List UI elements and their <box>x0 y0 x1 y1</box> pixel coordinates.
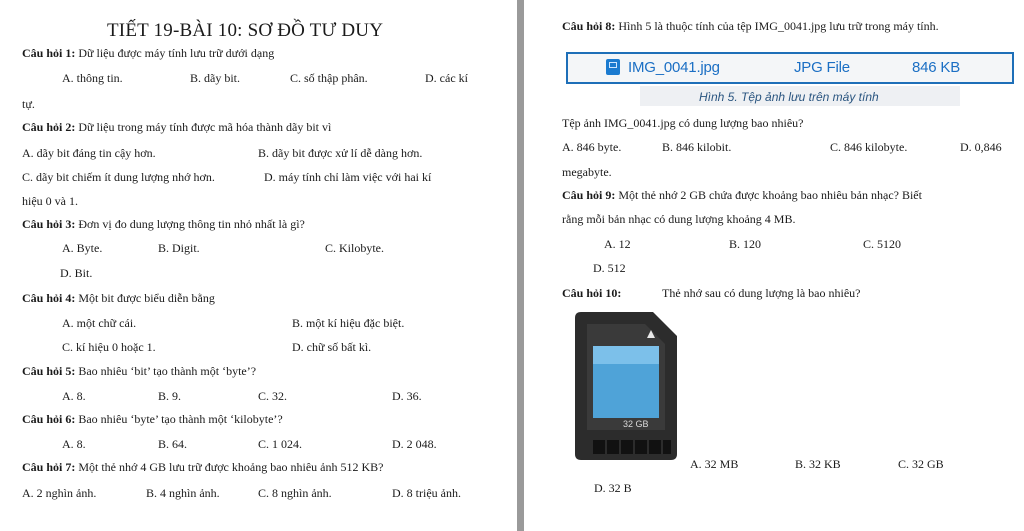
answer-d-cont: tự. <box>22 97 35 111</box>
answer-b: B. 4 nghìn ảnh. <box>146 486 220 500</box>
answer-b: B. Digit. <box>158 241 200 255</box>
answer-d: D. 0,846 <box>960 140 1002 154</box>
question-9-text-cont: rằng mỗi bản nhạc có dung lượng khoảng 4 MB. <box>562 212 796 226</box>
question-text: Một thẻ nhớ 4 GB lưu trữ được khoảng bao nhiêu ảnh 512 KB? <box>75 460 384 474</box>
answer-d: D. máy tính chỉ làm việc với hai kí <box>264 170 432 184</box>
question-5 <box>22 364 256 378</box>
question-10 <box>562 286 621 300</box>
question-label: Câu hỏi 7: <box>22 460 76 474</box>
answer-d-cont: megabyte. <box>562 165 612 179</box>
file-size: 846 KB <box>912 59 961 76</box>
page-divider <box>517 0 524 531</box>
answer-b: B. một kí hiệu đặc biệt. <box>292 316 405 330</box>
answer-a: A. 2 nghìn ảnh. <box>22 486 97 500</box>
question-6 <box>22 412 283 426</box>
answer-d: D. chữ số bất kì. <box>292 340 372 354</box>
answer-d: D. 32 B <box>594 481 632 495</box>
answer-a: A. một chữ cái. <box>62 316 137 330</box>
question-text: Dữ liệu trong máy tính được mã hóa thành dãy bit vì <box>75 120 332 134</box>
question-9 <box>562 188 922 202</box>
answer-c: C. 8 nghìn ảnh. <box>258 486 332 500</box>
page-title: TIẾT 19-BÀI 10: SƠ ĐỒ TƯ DUY <box>107 20 384 41</box>
answer-b: B. 120 <box>729 237 762 251</box>
question-text: Bao nhiêu ‘byte’ tạo thành một ‘kilobyte’? <box>75 412 283 426</box>
answer-a: A. dãy bit đáng tin cậy hơn. <box>22 146 156 160</box>
question-2 <box>22 120 331 134</box>
answer-b: B. dãy bit được xử lí dễ dàng hơn. <box>258 146 423 160</box>
answer-c: C. 5120 <box>863 237 902 251</box>
sd-contact <box>649 440 661 454</box>
question-7 <box>22 460 384 474</box>
question-label: Câu hỏi 6: <box>22 412 76 426</box>
answer-d-cont: hiệu 0 và 1. <box>22 194 78 208</box>
answer-c: C. Kilobyte. <box>325 241 384 255</box>
answer-c: C. số thập phân. <box>290 71 368 85</box>
answer-b: B. 9. <box>158 389 182 403</box>
sd-contact <box>621 440 633 454</box>
answer-b: B. dãy bit. <box>190 71 240 85</box>
question-text: Bao nhiêu ‘bit’ tạo thành một ‘byte’? <box>75 364 257 378</box>
question-label: Câu hỏi 8: <box>562 19 616 33</box>
sd-contact <box>663 440 671 454</box>
answer-a: A. 12 <box>604 237 631 251</box>
sd-contact <box>607 440 619 454</box>
file-properties-box <box>566 52 1014 84</box>
answer-d: D. 2 048. <box>392 437 437 451</box>
answer-d: D. 512 <box>593 261 626 275</box>
answer-d: D. 8 triệu ảnh. <box>392 486 461 500</box>
answer-a: A. 32 MB <box>690 457 739 471</box>
question-text: Dữ liệu được máy tính lưu trữ dưới dạng <box>75 46 275 60</box>
answer-a: A. 8. <box>62 437 86 451</box>
answer-b: B. 32 KB <box>795 457 841 471</box>
question-text: Một bit được biểu diễn bằng <box>75 291 215 305</box>
image-file-icon <box>606 59 620 75</box>
question-8-text: Tệp ảnh IMG_0041.jpg có dung lượng bao nhiêu? <box>562 116 804 130</box>
answer-b: B. 64. <box>158 437 188 451</box>
question-4 <box>22 291 215 305</box>
sd-card-illustration <box>575 312 677 460</box>
answer-d: D. Bit. <box>60 266 93 280</box>
question-1 <box>22 46 274 60</box>
answer-b: B. 846 kilobit. <box>662 140 732 154</box>
question-label: Câu hỏi 2: <box>22 120 76 134</box>
answer-c: C. 846 kilobyte. <box>830 140 908 154</box>
question-text: Một thẻ nhớ 2 GB chứa được khoảng bao nhiêu bản nhạc? Biết <box>615 188 922 202</box>
answer-c: C. 32 GB <box>898 457 944 471</box>
answer-d: D. 36. <box>392 389 422 403</box>
question-label: Câu hỏi 3: <box>22 217 76 231</box>
question-10-text: Thẻ nhớ sau có dung lượng là bao nhiêu? <box>662 286 861 300</box>
figure-caption: Hình 5. Tệp ảnh lưu trên máy tính <box>699 90 879 104</box>
question-text: Hình 5 là thuộc tính của tệp IMG_0041.jpg lưu trữ trong máy tính. <box>615 19 939 33</box>
sd-contact <box>635 440 647 454</box>
question-text: Đơn vị đo dung lượng thông tin nhỏ nhất là gì? <box>75 217 305 231</box>
file-type: JPG File <box>794 59 850 76</box>
answer-d: D. các kí <box>425 71 468 85</box>
question-label: Câu hỏi 10: <box>562 286 622 300</box>
answer-a: A. 8. <box>62 389 86 403</box>
question-label: Câu hỏi 4: <box>22 291 76 305</box>
sd-card-capacity: 32 GB <box>623 419 649 429</box>
question-8 <box>562 19 939 33</box>
question-label: Câu hỏi 9: <box>562 188 616 202</box>
answer-a: A. thông tin. <box>62 71 123 85</box>
question-3 <box>22 217 305 231</box>
sd-contact <box>593 440 605 454</box>
answer-c: C. 1 024. <box>258 437 303 451</box>
answer-c: C. 32. <box>258 389 288 403</box>
answer-c: C. dãy bit chiếm ít dung lượng nhớ hơn. <box>22 170 215 184</box>
file-name: IMG_0041.jpg <box>628 59 720 76</box>
question-label: Câu hỏi 5: <box>22 364 76 378</box>
answer-c: C. kí hiệu 0 hoặc 1. <box>62 340 156 354</box>
question-label: Câu hỏi 1: <box>22 46 76 60</box>
answer-a: A. Byte. <box>62 241 103 255</box>
answer-a: A. 846 byte. <box>562 140 622 154</box>
